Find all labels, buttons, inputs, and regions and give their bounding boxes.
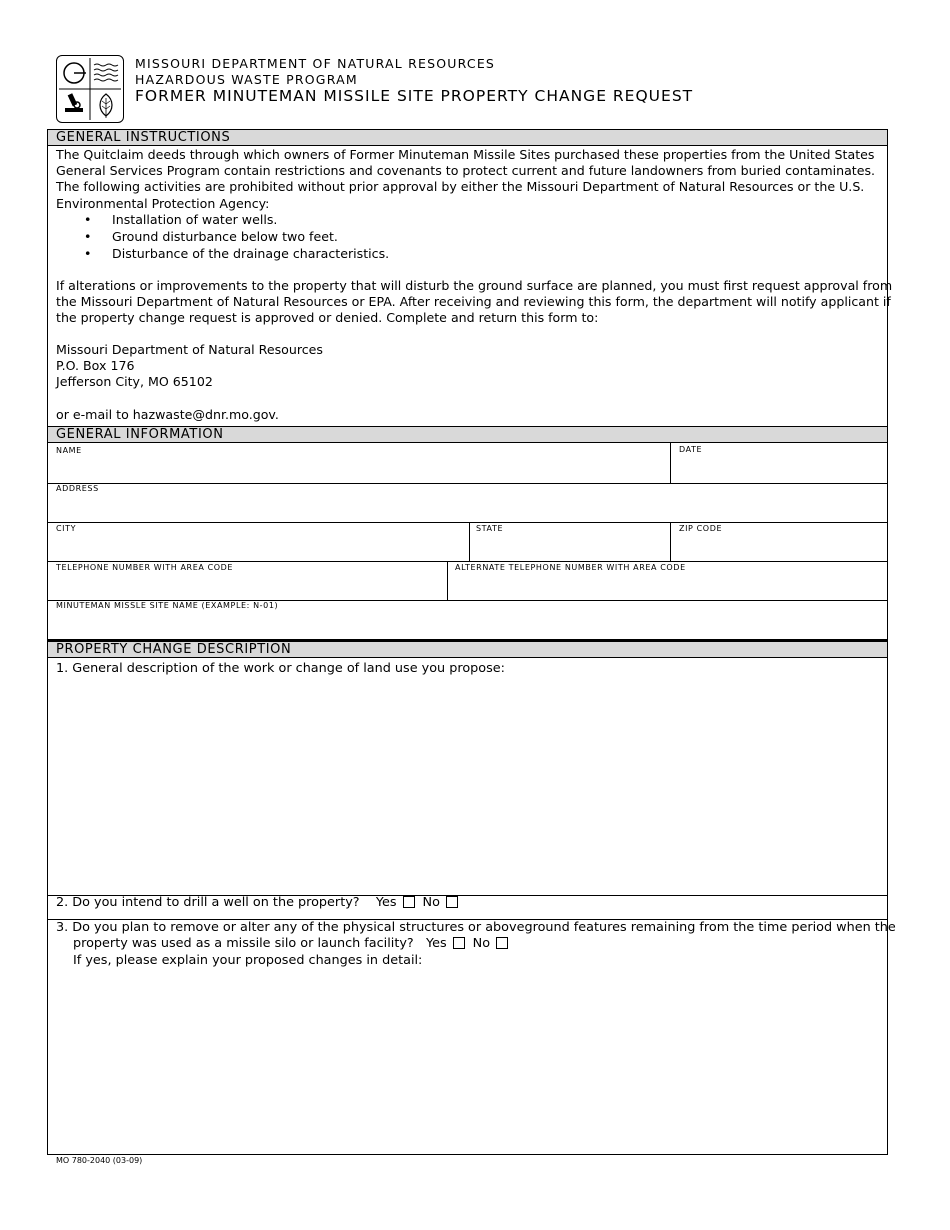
instructions-para1: [56, 147, 875, 212]
instructions-line: The Quitclaim deeds through which owners of Former Minuteman Missile Sites purchased these properties from the United States: [56, 147, 875, 162]
date-field[interactable]: [671, 444, 887, 482]
alternate-telephone-field[interactable]: [448, 562, 887, 599]
zip-code-field[interactable]: [671, 523, 887, 560]
instructions-para2: [56, 278, 892, 327]
address-line: P.O. Box 176: [56, 358, 135, 374]
bullet-item: • Disturbance of the drainage characteristics.: [84, 246, 390, 261]
email-instruction: or e-mail to hazwaste@dnr.mo.gov.: [56, 407, 279, 422]
instructions-line: General Services Program contain restrictions and covenants to protect current and future landowners from buried contaminates.: [56, 163, 876, 179]
alternate-telephone-label: ALTERNATE TELEPHONE NUMBER WITH AREA CODE: [455, 563, 686, 572]
bullet-item: • Ground disturbance below two feet.: [84, 229, 338, 244]
instructions-line: Environmental Protection Agency:: [56, 195, 270, 211]
city-field[interactable]: [48, 523, 468, 560]
mailing-address: [56, 342, 323, 391]
instructions-line: The following activities are prohibited without prior approval by either the Missouri Department of Natural Resources or the U.S.: [56, 179, 865, 195]
name-field[interactable]: [48, 444, 669, 482]
form-number: MO 780-2040 (03-09): [56, 1156, 143, 1165]
structure-changes-textarea[interactable]: [48, 972, 887, 1152]
telephone-field[interactable]: [48, 562, 446, 599]
q3-no-checkbox[interactable]: [496, 937, 508, 949]
dnr-logo-icon: [57, 56, 123, 122]
no-label: No: [422, 895, 440, 910]
site-name-field[interactable]: [48, 601, 887, 638]
question-2-text: 2. Do you intend to drill a well on the property?: [56, 895, 360, 910]
instructions-line: If alterations or improvements to the property that will disturb the ground surface are planned, you must first request approval from: [56, 278, 893, 293]
state-field[interactable]: [470, 523, 669, 560]
question-3-line1: 3. Do you plan to remove or alter any of the physical structures or aboveground features remaining from the time period when the: [56, 920, 896, 935]
question-3-line2: [73, 936, 516, 951]
question-2: [56, 895, 466, 910]
zip-code-label: ZIP CODE: [679, 524, 723, 533]
address-line: Missouri Department of Natural Resources: [56, 342, 323, 357]
instructions-line: the Missouri Department of Natural Resources or EPA. After receiving and reviewing this form, the department will notify applicant if: [56, 294, 891, 310]
department-name: MISSOURI DEPARTMENT OF NATURAL RESOURCES: [135, 56, 496, 71]
form-title: FORMER MINUTEMAN MISSILE SITE PROPERTY CHANGE REQUEST: [135, 87, 694, 105]
date-label: DATE: [679, 445, 703, 454]
address-label: ADDRESS: [56, 484, 99, 493]
name-label: NAME: [56, 446, 82, 455]
property-change-heading: PROPERTY CHANGE DESCRIPTION: [48, 641, 887, 658]
instructions-line: the property change request is approved or denied. Complete and return this form to:: [56, 310, 599, 326]
city-label: CITY: [56, 524, 77, 533]
yes-label: Yes: [375, 895, 397, 910]
question-3-text: property was used as a missile silo or launch facility?: [73, 936, 414, 951]
work-description-textarea[interactable]: [48, 680, 887, 894]
no-label: No: [472, 936, 491, 951]
address-line: Jefferson City, MO 65102: [56, 374, 213, 390]
address-field[interactable]: [48, 484, 887, 521]
yes-label: Yes: [425, 936, 447, 951]
dnr-logo: [56, 55, 124, 123]
question-1: 1. General description of the work or change of land use you propose:: [56, 661, 505, 676]
q2-yes-checkbox[interactable]: [403, 896, 415, 908]
q3-yes-checkbox[interactable]: [453, 937, 465, 949]
telephone-label: TELEPHONE NUMBER WITH AREA CODE: [56, 563, 234, 572]
q2-no-checkbox[interactable]: [446, 896, 458, 908]
general-information-heading: GENERAL INFORMATION: [48, 426, 887, 443]
general-instructions-heading: GENERAL INSTRUCTIONS: [48, 129, 887, 146]
site-name-label: MINUTEMAN MISSLE SITE NAME (EXAMPLE: N-01): [56, 601, 279, 610]
program-name: HAZARDOUS WASTE PROGRAM: [135, 72, 358, 87]
bullet-item: • Installation of water wells.: [84, 212, 278, 227]
question-3-line3: If yes, please explain your proposed changes in detail:: [73, 953, 423, 968]
state-label: STATE: [476, 524, 504, 533]
